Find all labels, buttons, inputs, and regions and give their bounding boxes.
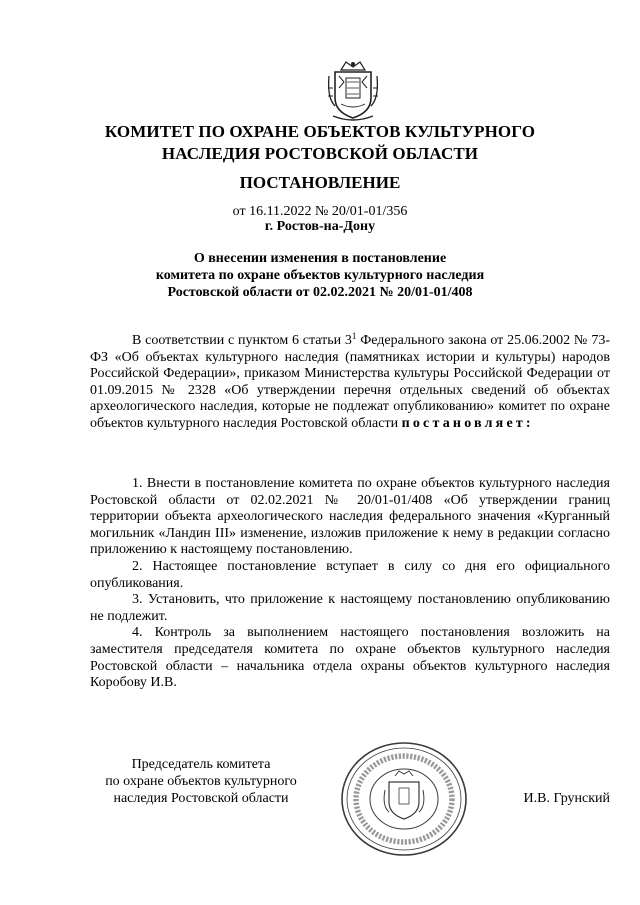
committee-name-line1: КОМИТЕТ ПО ОХРАНЕ ОБЪЕКТОВ КУЛЬТУРНОГО — [104, 122, 536, 141]
resolution-item-4: 4. Контроль за выполнением настоящего постановления возложить на заместителя председателя комитета по охране объектов культурного наследия Ростовской области – начальника отдела охраны объектов культурного наследия Коробову И.В. — [90, 625, 610, 691]
document-type: ПОСТАНОВЛЕНИЕ — [239, 173, 401, 192]
document-subject — [0, 250, 640, 301]
resolution-items — [90, 476, 610, 692]
resolution-item-3: 3. Установить, что приложение к настоящему постановлению опубликованию не подлежит. — [90, 592, 610, 624]
committee-name-line2: НАСЛЕДИЯ РОСТОВСКОЙ ОБЛАСТИ — [161, 144, 479, 163]
resolution-item-2: 2. Настоящее постановление вступает в силу со дня его официального опубликования. — [90, 558, 610, 591]
signer-position-line1: Председатель комитета — [131, 757, 271, 772]
document-city: г. Ростов-на-Дону — [264, 219, 376, 234]
committee-name — [0, 121, 640, 165]
subject-line2: комитета по охране объектов культурного наследия — [155, 268, 485, 283]
resolution-item-1: 1. Внести в постановление комитета по охране объектов культурного наследия Ростовской области от 02.02.2021 № 20/01-01/408 «Об утверждении границ территории объекта археологического наследия федерального значения «Курганный могильник «Ландин III» изменение, изложив приложение к нему в редакции согласно приложению к настоящему постановлению. — [90, 476, 610, 558]
signer-name: И.В. Грунский — [523, 791, 610, 806]
preamble-text-end: Федерального закона от 25.06.2002 № 73-ФЗ «Об объектах культурного наследия (памятниках истории и культуры) народов Российской Федерации», приказом Министерства культуры Российской Федерации от 01.09.2015 № 2328 «Об утверждении перечня отдельных сведений об объектах археологического наследия, которые не подлежат опубликованию» комитет по охране объектов культурного наследия Ростовской области — [90, 333, 611, 431]
signer-position — [90, 756, 312, 807]
signer-position-line2: по охране объектов культурного — [105, 774, 297, 789]
coat-of-arms-icon — [326, 58, 380, 124]
document-date-number: от 16.11.2022 № 20/01-01/356 — [232, 204, 408, 219]
subject-line1: О внесении изменения в постановление — [193, 251, 447, 266]
subject-line3: Ростовской области от 02.02.2021 № 20/01-01/408 — [167, 285, 473, 300]
preamble-text-start: В соответствии с пунктом 6 статьи 3 — [132, 333, 352, 348]
article-superscript: 1 — [351, 331, 357, 341]
resolves-word: постановляет: — [401, 415, 534, 431]
signer-position-line3: наследия Ростовской области — [113, 791, 289, 806]
preamble-paragraph — [90, 333, 610, 433]
